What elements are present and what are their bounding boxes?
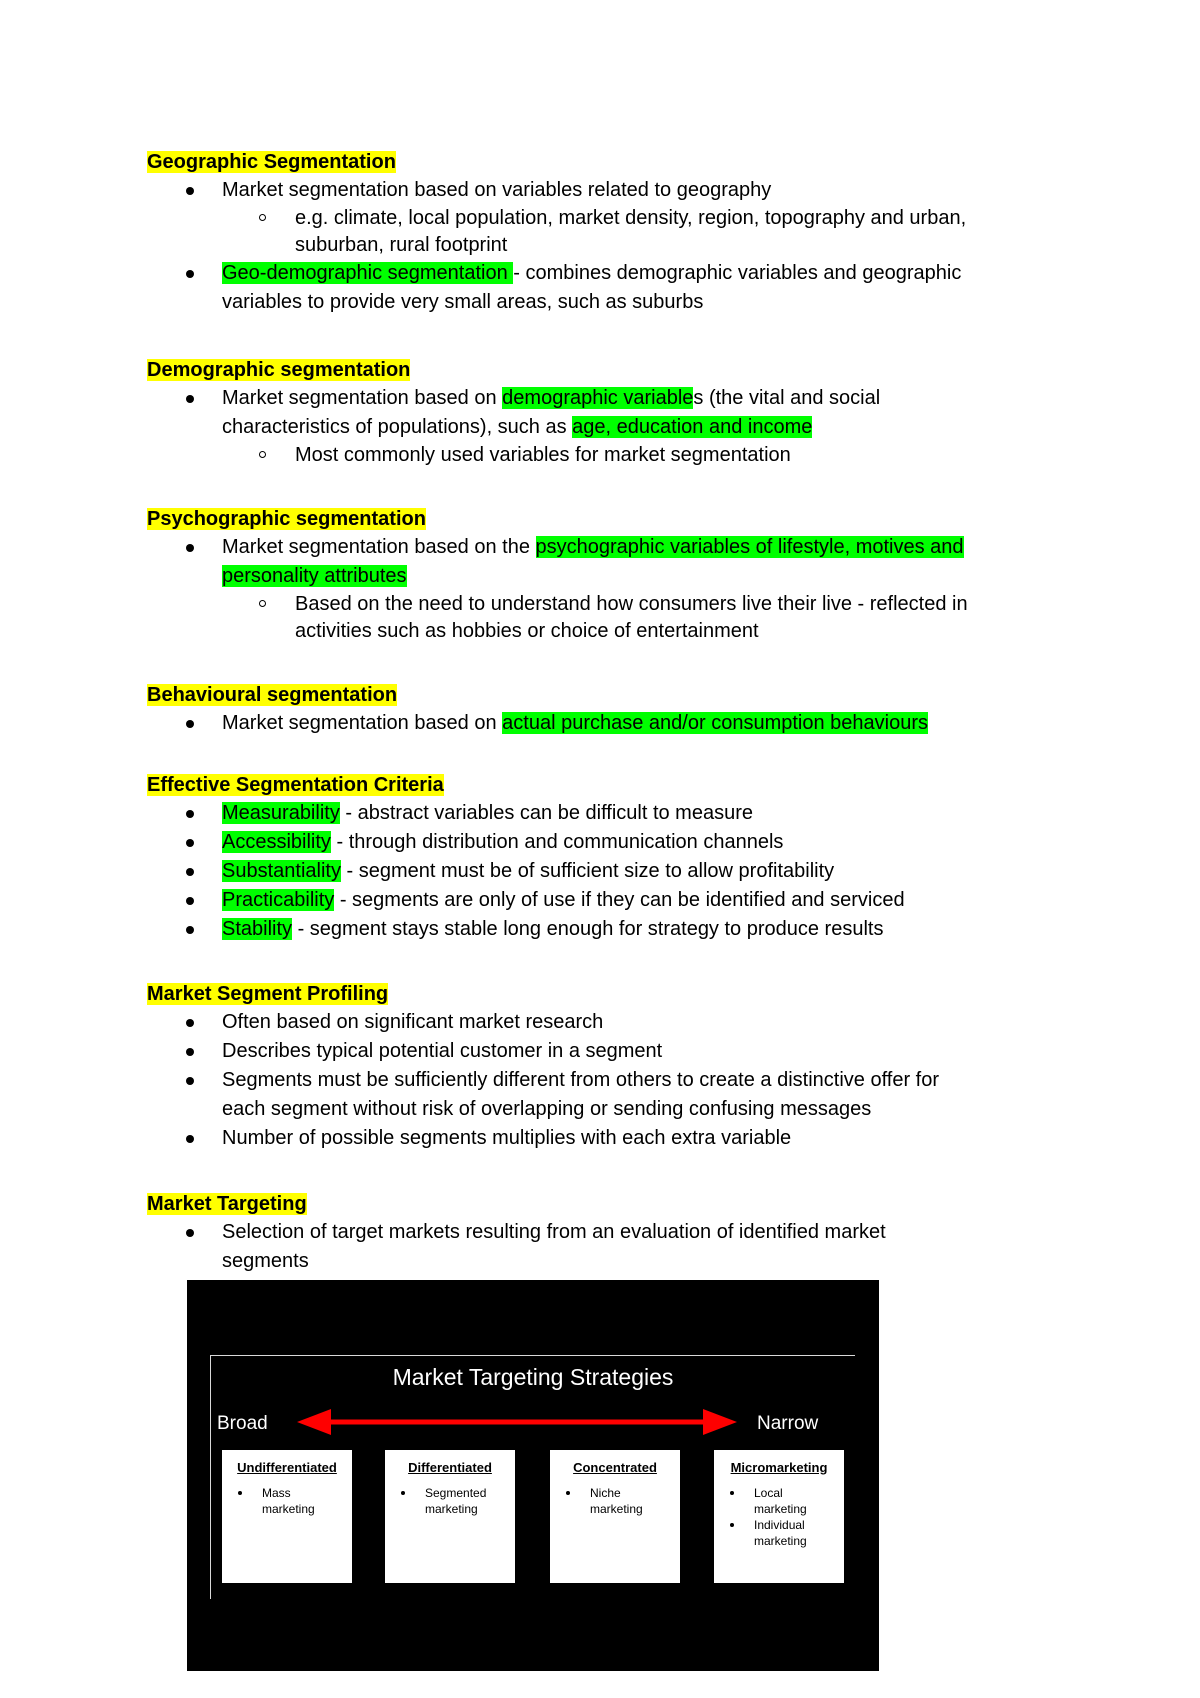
list-item: Substantiality - segment must be of sufficient size to allow profitability <box>147 857 1067 886</box>
heading-targeting: Market Targeting <box>147 1193 307 1215</box>
heading-criteria: Effective Segmentation Criteria <box>147 774 444 796</box>
diagram-frame-line <box>210 1355 855 1356</box>
strategy-box-undifferentiated <box>222 1450 352 1583</box>
strategy-item: Mass marketing <box>222 1485 352 1517</box>
list-item: Practicability - segments are only of use if they can be identified and serviced <box>147 886 1067 915</box>
list-item: Stability - segment stays stable long enough for strategy to produce results <box>147 915 1067 944</box>
strategy-item: Individual marketing <box>714 1517 844 1549</box>
market-targeting-diagram <box>187 1280 879 1671</box>
heading-profiling: Market Segment Profiling <box>147 983 389 1005</box>
list-item: Market segmentation based on demographic variables (the vital and social characteristics of populations), such as age, education and income <box>147 384 1067 442</box>
section-psychographic <box>147 505 1067 645</box>
strategy-item: Segmented marketing <box>385 1485 515 1517</box>
heading-demographic: Demographic segmentation <box>147 359 411 381</box>
strategy-title: Undifferentiated <box>237 1460 337 1475</box>
heading-psychographic: Psychographic segmentation <box>147 508 426 530</box>
strategy-title: Concentrated <box>573 1460 657 1475</box>
list-item: Number of possible segments multiplies with each extra variable <box>147 1124 1067 1153</box>
strategy-box-differentiated <box>385 1450 515 1583</box>
strategy-title: Differentiated <box>408 1460 492 1475</box>
list-item: Often based on significant market research <box>147 1008 1067 1037</box>
strategy-box-concentrated <box>550 1450 680 1583</box>
list-item: Segments must be sufficiently different from others to create a distinctive offer for each segment without risk of overlapping or sending confusing messages <box>147 1066 1067 1124</box>
list-item: Geo-demographic segmentation - combines demographic variables and geographic variables to provide very small areas, such as suburbs <box>147 259 1067 317</box>
list-item: Accessibility - through distribution and communication channels <box>147 828 1067 857</box>
sub-list-item: e.g. climate, local population, market density, region, topography and urban, suburban, rural footprint <box>147 205 1067 259</box>
section-criteria <box>147 771 1067 944</box>
list-item: Measurability - abstract variables can be difficult to measure <box>147 799 1067 828</box>
broad-label: Broad <box>217 1413 268 1434</box>
list-item: Market segmentation based on actual purchase and/or consumption behaviours <box>147 709 1067 738</box>
sub-list-item: Based on the need to understand how consumers live their live - reflected in activities such as hobbies or choice of entertainment <box>147 591 1067 645</box>
strategy-title: Micromarketing <box>730 1460 828 1475</box>
list-item: Market segmentation based on variables related to geography <box>147 176 1067 205</box>
strategy-item: Local marketing <box>714 1485 844 1517</box>
strategy-box-micromarketing <box>714 1450 844 1583</box>
heading-geographic: Geographic Segmentation <box>147 151 396 173</box>
section-targeting <box>147 1190 1067 1276</box>
section-geographic <box>147 148 1067 317</box>
strategy-item: Niche marketing <box>550 1485 680 1517</box>
heading-behavioural: Behavioural segmentation <box>147 684 398 706</box>
list-item: Market segmentation based on the psychographic variables of lifestyle, motives and personality attributes <box>147 533 1067 591</box>
narrow-label: Narrow <box>757 1413 819 1434</box>
section-profiling <box>147 980 1067 1153</box>
list-item: Selection of target markets resulting from an evaluation of identified market segments <box>147 1218 1067 1276</box>
section-behavioural <box>147 681 1067 738</box>
sub-list-item: Most commonly used variables for market segmentation <box>147 442 1067 469</box>
section-demographic <box>147 356 1067 469</box>
list-item: Describes typical potential customer in a segment <box>147 1037 1067 1066</box>
double-arrow-icon <box>297 1407 737 1437</box>
diagram-title: Market Targeting Strategies <box>392 1364 674 1390</box>
